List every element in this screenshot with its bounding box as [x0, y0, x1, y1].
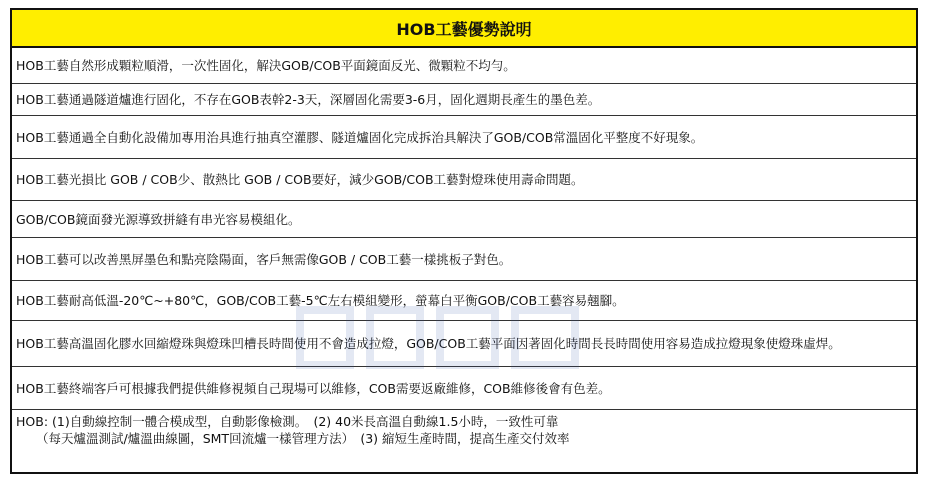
- row-text: HOB工藝光損比 GOB / COB少、散熱比 GOB / COB要好，減少GOB/COB工藝對燈珠使用壽命問題。: [16, 172, 584, 187]
- table-footer-row: [12, 410, 916, 462]
- row-text: HOB工藝自然形成顆粒順滑，一次性固化，解決GOB/COB平面鏡面反光、微顆粒不均勻。: [16, 58, 516, 73]
- row-text: HOB工藝高溫固化膠水回縮燈珠與燈珠凹槽長時間使用不會造成拉燈，GOB/COB工藝平面因著固化時間長長時間使用容易造成拉燈現象使燈珠虛焊。: [16, 336, 841, 351]
- table-row: [12, 321, 916, 367]
- row-text: GOB/COB鏡面發光源導致拼縫有串光容易模組化。: [16, 211, 301, 227]
- table-row: [12, 84, 916, 116]
- table-title: HOB工藝優勢說明: [396, 19, 532, 39]
- footer-notes: [16, 413, 570, 447]
- table-row: [12, 159, 916, 201]
- row-text: HOB工藝終端客戶可根據我們提供維修視頻自己現場可以維修，COB需要返廠維修，COB維修後會有色差。: [16, 380, 611, 396]
- table-row: [12, 238, 916, 281]
- row-text: HOB工藝通過全自動化設備加專用治具進行抽真空灌膠、隧道爐固化完成拆治具解決了GOB/COB常溫固化平整度不好現象。: [16, 129, 704, 145]
- footer-line-1: HOB: (1)自動線控制一體合模成型，自動影像檢測。 (2) 40米長高溫自動線1.5小時，一致性可靠: [16, 414, 559, 429]
- table-row: [12, 116, 916, 159]
- table-row: [12, 281, 916, 321]
- table-header: [12, 10, 916, 48]
- footer-line-2: （每天爐溫測試/爐溫曲線圖，SMT回流爐一樣管理方法） (3) 縮短生產時間，提高生產交付效率: [36, 431, 570, 446]
- advantages-table: [10, 8, 918, 474]
- table-row: [12, 367, 916, 410]
- row-text: HOB工藝通過隧道爐進行固化，不存在GOB表幹2-3天，深層固化需要3-6月，固化週期長產生的墨色差。: [16, 92, 601, 107]
- table-row: [12, 201, 916, 238]
- row-text: HOB工藝可以改善黑屏墨色和點亮陰陽面，客戶無需像GOB / COB工藝一樣挑板子對色。: [16, 251, 512, 267]
- row-text: HOB工藝耐高低溫-20℃~+80℃，GOB/COB工藝-5℃左右模組變形，螢幕白平衡GOB/COB工藝容易翹腳。: [16, 293, 625, 308]
- table-row: [12, 48, 916, 84]
